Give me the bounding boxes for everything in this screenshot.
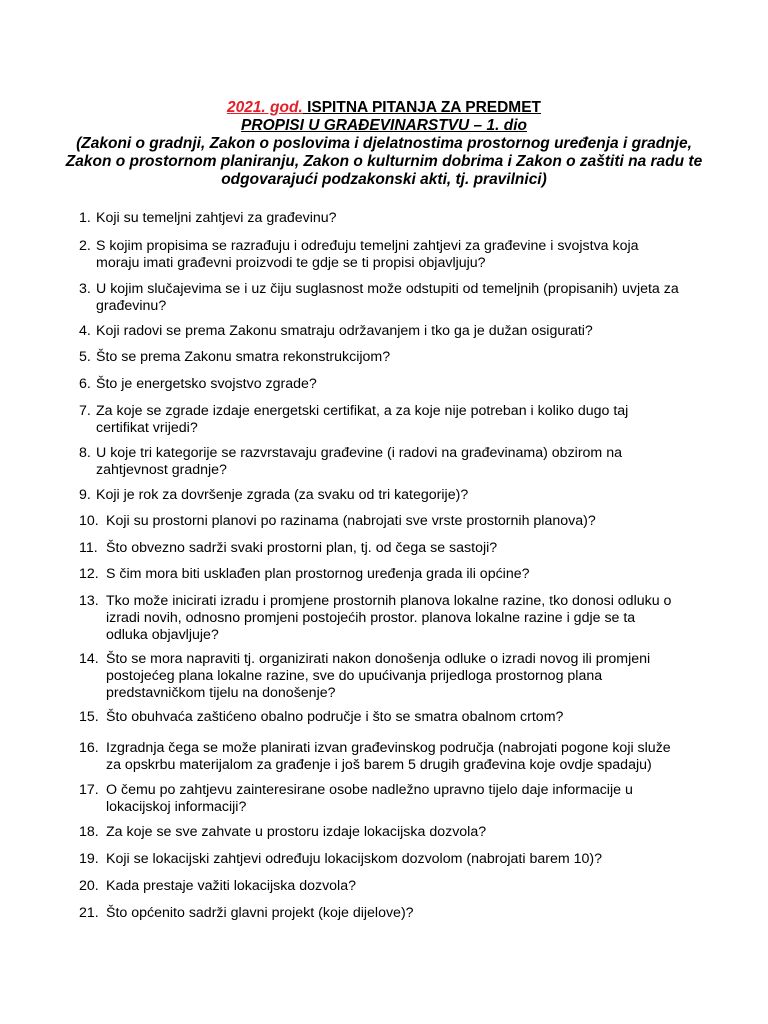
question-item-5 bbox=[79, 349, 679, 366]
question-number: 3. bbox=[79, 281, 91, 297]
question-item-16 bbox=[79, 740, 679, 774]
question-number: 8. bbox=[79, 445, 91, 461]
question-number: 4. bbox=[79, 323, 91, 339]
question-text: Za koje se zgrade izdaje energetski certifikat, a za koje nije potreban i koliko dugo taj certifikat vrijedi? bbox=[96, 403, 629, 436]
question-text: Što obuhvaća zaštićeno obalno područje i što se smatra obalnom crtom? bbox=[106, 709, 564, 725]
question-item-20 bbox=[79, 878, 679, 895]
question-number: 11. bbox=[79, 540, 98, 556]
question-number: 1. bbox=[79, 210, 91, 226]
question-item-15 bbox=[79, 709, 679, 726]
question-text: Koji su prostorni planovi po razinama (nabrojati sve vrste prostornih planova)? bbox=[106, 513, 596, 529]
question-item-8 bbox=[79, 445, 679, 479]
header-subtitle: (Zakoni o gradnji, Zakon o poslovima i djelatnostima prostornog uređenja i gradnje, Zakon o prostornom planiranju, Zakon o kulturnim dobrima i Zakon o zaštiti na radu te odgovarajući podzakonski akti, tj. pravilnici) bbox=[65, 135, 703, 188]
question-text: Što se prema Zakonu smatra rekonstrukcijom? bbox=[96, 349, 391, 365]
question-item-12 bbox=[79, 566, 679, 583]
question-item-17 bbox=[79, 782, 679, 816]
question-text: S čim mora biti usklađen plan prostornog uređenja grada ili općine? bbox=[106, 566, 530, 582]
question-number: 13. bbox=[79, 593, 99, 609]
question-number: 18. bbox=[79, 824, 99, 840]
question-item-13 bbox=[79, 593, 679, 644]
question-item-14 bbox=[79, 651, 679, 702]
question-item-4 bbox=[79, 323, 679, 340]
question-text: Tko može inicirati izradu i promjene prostornih planova lokalne razine, tko donosi odluku o izradi novih, odnosno promjeni postojećih prostor. planova lokalne razine i gdje se ta odluka objavljuje? bbox=[106, 593, 672, 643]
question-text: Kada prestaje važiti lokacijska dozvola? bbox=[106, 878, 356, 894]
question-text: Što se mora napraviti tj. organizirati nakon donošenja odluke o izradi novog ili promjeni postojećeg plana lokalne razine, sve do upućivanja prijedloga prostornog plana predstavničkom tijelu na donošenje? bbox=[106, 651, 651, 701]
question-item-7 bbox=[79, 403, 679, 437]
question-item-9 bbox=[79, 487, 679, 504]
question-number: 2. bbox=[79, 238, 91, 254]
question-item-10 bbox=[79, 513, 679, 530]
question-text: O čemu po zahtjevu zainteresirane osobe nadležno upravno tijelo daje informacije u lokacijskoj informaciji? bbox=[106, 782, 633, 815]
question-number: 9. bbox=[79, 487, 91, 503]
question-text: Koji radovi se prema Zakonu smatraju održavanjem i tko ga je dužan osigurati? bbox=[96, 323, 593, 339]
question-number: 7. bbox=[79, 403, 91, 419]
question-number: 20. bbox=[79, 878, 99, 894]
question-text: Što je energetsko svojstvo zgrade? bbox=[96, 376, 317, 392]
question-number: 12. bbox=[79, 566, 99, 582]
question-item-6 bbox=[79, 376, 679, 393]
question-item-3 bbox=[79, 281, 679, 315]
question-text: Koji se lokacijski zahtjevi određuju lokacijskom dozvolom (nabrojati barem 10)? bbox=[106, 851, 603, 867]
header-year: 2021. god. bbox=[226, 99, 303, 116]
question-text: Koji je rok za dovršenje zgrada (za svaku od tri kategorije)? bbox=[96, 487, 469, 503]
question-number: 6. bbox=[79, 376, 91, 392]
question-text: Što obvezno sadrži svaki prostorni plan, tj. od čega se sastoji? bbox=[106, 540, 498, 556]
question-text: U kojim slučajevima se i uz čiju suglasnost može odstupiti od temeljnih (propisanih) uvjeta za građevinu? bbox=[96, 281, 679, 314]
question-number: 15. bbox=[79, 709, 99, 725]
question-item-19 bbox=[79, 851, 679, 868]
question-number: 10. bbox=[79, 513, 99, 529]
question-number: 16. bbox=[79, 740, 99, 756]
question-text: Izgradnja čega se može planirati izvan građevinskog područja (nabrojati pogone koji služe za opskrbu materijalom za građenje i još barem 5 drugih građevina koje ovdje spadaju) bbox=[106, 740, 671, 773]
question-number: 14. bbox=[79, 651, 99, 667]
question-text: Što općenito sadrži glavni projekt (koje dijelove)? bbox=[106, 905, 414, 921]
question-number: 5. bbox=[79, 349, 91, 365]
question-text: Za koje se sve zahvate u prostoru izdaje lokacijska dozvola? bbox=[106, 824, 487, 840]
question-item-2 bbox=[79, 238, 679, 272]
question-item-11 bbox=[79, 540, 679, 557]
question-item-18 bbox=[79, 824, 679, 841]
question-item-1 bbox=[79, 210, 679, 227]
question-text: U koje tri kategorije se razvrstavaju građevine (i radovi na građevinama) obzirom na zahtjevnost gradnje? bbox=[96, 445, 622, 478]
question-item-21 bbox=[79, 905, 679, 922]
question-number: 21. bbox=[79, 905, 99, 921]
question-number: 19. bbox=[79, 851, 99, 867]
question-text: Koji su temeljni zahtjevi za građevinu? bbox=[96, 210, 337, 226]
header-title-line-1: ISPITNA PITANJA ZA PREDMET bbox=[302, 99, 542, 116]
header-title-line-2: PROPISI U GRAĐEVINARSTVU – 1. dio bbox=[241, 117, 527, 134]
question-number: 17. bbox=[79, 782, 99, 798]
question-text: S kojim propisima se razrađuju i određuju temeljni zahtjevi za građevine i svojstva koja moraju imati građevni proizvodi te gdje se ti propisi objavljuju? bbox=[96, 238, 639, 271]
